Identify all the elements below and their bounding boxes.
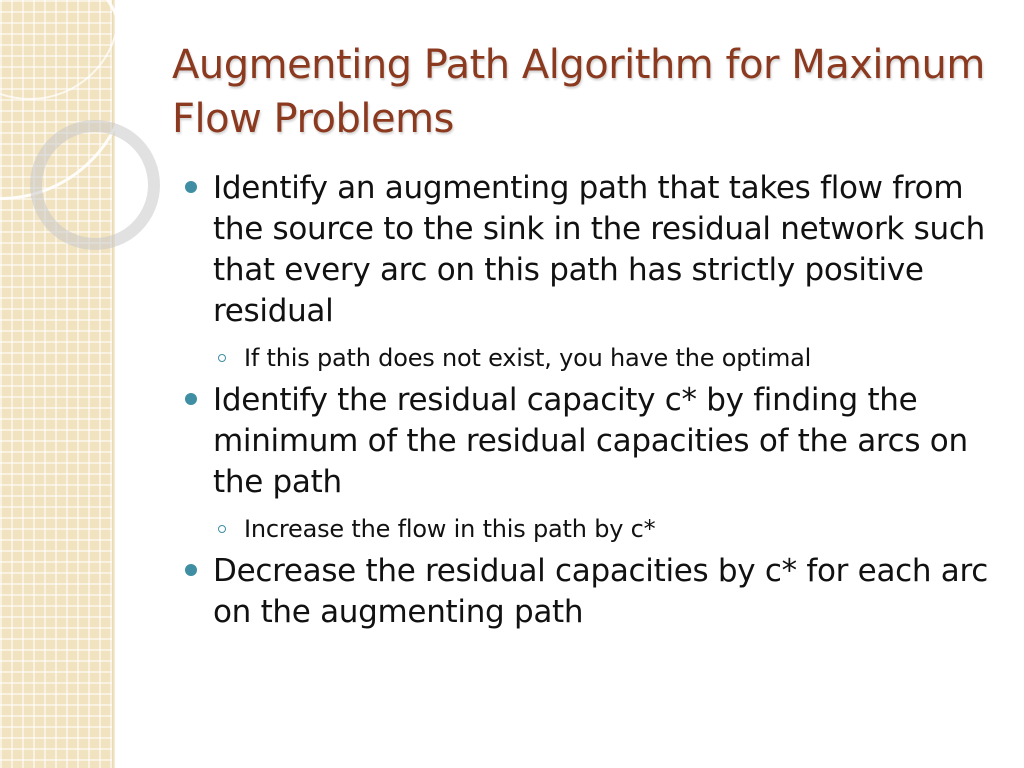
sub-bullet-item — [180, 340, 1000, 376]
bullet-dot-icon — [185, 564, 197, 576]
bullet-dot-icon — [185, 181, 197, 193]
slide-title: Augmenting Path Algorithm for Maximum Flow Problems — [172, 42, 985, 142]
sub-bullet-ring-icon — [218, 525, 226, 533]
bullet-item — [180, 168, 1000, 332]
bullet-text: Decrease the residual capacities by c* for each arc on the augmenting path — [213, 553, 989, 630]
bullet-dot-icon — [185, 393, 197, 405]
sub-bullet-ring-icon — [218, 354, 226, 362]
sub-bullet-item — [180, 511, 1000, 547]
bullet-text: Identify the residual capacity c* by finding the minimum of the residual capacities of the arcs on the path — [213, 382, 968, 500]
bullet-item — [180, 380, 1000, 503]
bullet-list — [180, 168, 1000, 633]
bullet-text: Identify an augmenting path that takes flow from the source to the sink in the residual network such that every arc on this path has strictly positive residual — [213, 170, 985, 329]
decorative-ring — [30, 120, 160, 250]
sub-bullet-text: If this path does not exist, you have the optimal — [244, 344, 812, 372]
bullet-item — [180, 551, 1000, 633]
sub-bullet-text: Increase the flow in this path by c* — [244, 515, 656, 543]
